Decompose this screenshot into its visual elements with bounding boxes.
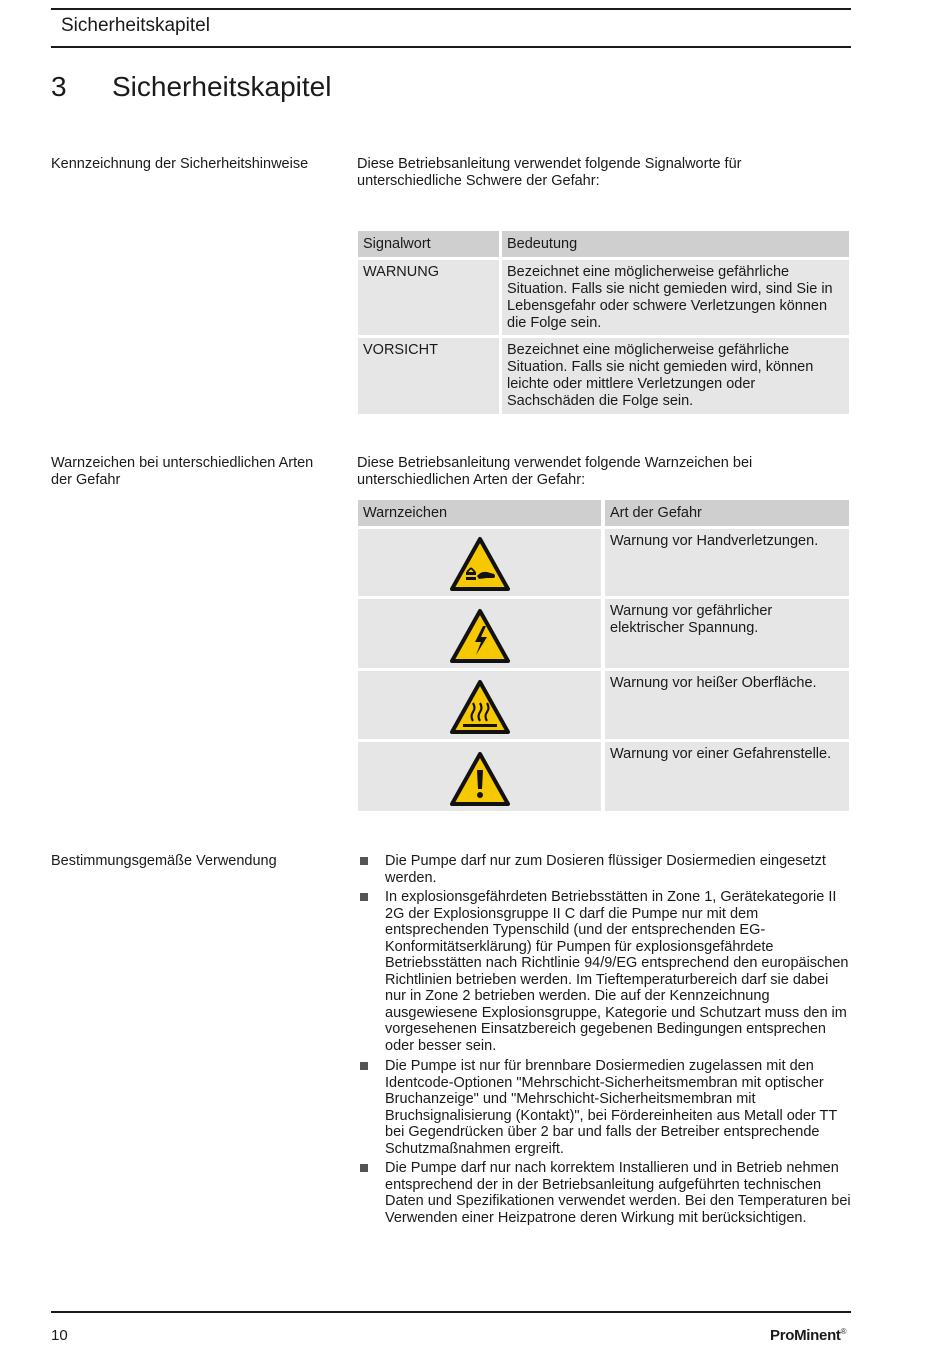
brand-logo: ProMinent® (770, 1327, 847, 1344)
sign-cell (358, 529, 601, 596)
table-cell-meaning: Warnung vor heißer Oberfläche. (605, 671, 849, 739)
sign-cell (358, 671, 601, 739)
section-label-warning-signs: Warnzeichen bei unterschiedlichen Arten der Gefahr (51, 455, 314, 488)
table-cell-meaning: Warnung vor Handverletzungen. (605, 529, 849, 596)
general-danger-warning-icon (449, 751, 511, 807)
bullet-square-icon (360, 1164, 368, 1172)
table-cell-meaning: Warnung vor einer Gefahrenstelle. (605, 742, 849, 811)
table-header-art-der-gefahr: Art der Gefahr (605, 500, 849, 526)
chapter-title: Sicherheitskapitel (112, 71, 332, 102)
table-header-bedeutung: Bedeutung (502, 231, 849, 257)
table-cell-meaning: Bezeichnet eine möglicherweise gefährliche Situation. Falls sie nicht gemieden wird, sind Sie in Lebensgefahr oder schwere Verletzungen können die Folge sein. (502, 260, 849, 335)
bullet-square-icon (360, 857, 368, 865)
section-label-intended-use: Bestimmungsgemäße Verwendung (51, 853, 277, 869)
page-number: 10 (51, 1327, 68, 1344)
table-header-warnzeichen: Warnzeichen (358, 500, 601, 526)
sign-cell (358, 599, 601, 668)
bullet-square-icon (360, 1062, 368, 1070)
header-bottom-rule (51, 46, 851, 48)
table-cell-meaning: Warnung vor gefährlicher elektrischer Spannung. (605, 599, 849, 668)
signal-words-intro: Diese Betriebsanleitung verwendet folgende Signalworte für unterschiedliche Schwere der Gefahr: (357, 156, 742, 189)
table-cell-signal-word: WARNUNG (358, 260, 499, 335)
table-cell-signal-word: VORSICHT (358, 338, 499, 414)
table-cell-meaning: Bezeichnet eine möglicherweise gefährliche Situation. Falls sie nicht gemieden wird, können leichte oder mittlere Verletzungen oder Sachschäden die Folge sein. (502, 338, 849, 414)
footer-rule (51, 1311, 851, 1313)
bullet-square-icon (360, 893, 368, 901)
table-header-signalwort: Signalwort (358, 231, 499, 257)
warning-signs-intro: Diese Betriebsanleitung verwendet folgende Warnzeichen bei unterschiedlichen Arten der Gefahr: (357, 455, 753, 488)
section-label-signal-words: Kennzeichnung der Sicherheitshinweise (51, 156, 309, 172)
electrical-voltage-warning-icon (449, 608, 511, 664)
hot-surface-warning-icon (449, 679, 511, 735)
hand-injury-warning-icon (449, 536, 511, 592)
header-top-rule (51, 8, 851, 10)
sign-cell (358, 742, 601, 811)
running-header-title: Sicherheitskapitel (61, 15, 210, 36)
chapter-number: 3 (51, 71, 67, 102)
